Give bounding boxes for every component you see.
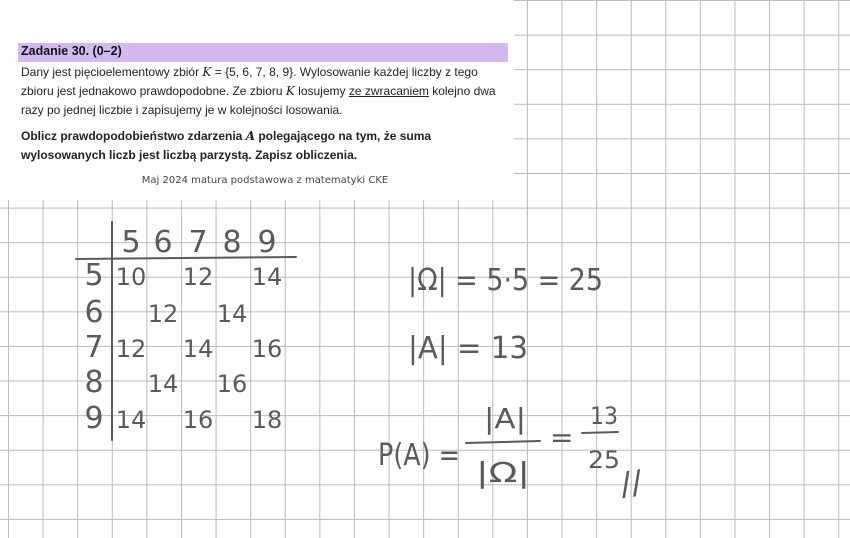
instruction-part1: Oblicz prawdopodobieństwo zdarzenia [21,129,246,143]
table-cell: 10 [115,263,147,291]
event-count: |A| = 13 [408,331,528,366]
desc-part4: kolejno dwa razy po jednej liczbie i zapisujemy je w kolejności losowania. [21,84,496,117]
table-cell: 14 [147,370,179,398]
result-denominator: 25 [588,446,620,474]
column-header: 9 [257,225,277,260]
row-header: 9 [84,401,104,436]
desc-part3: losujemy [294,84,349,98]
column-header: 6 [153,225,173,260]
table-cell: 16 [216,370,248,398]
set-symbol-2: K [285,84,295,98]
table-cell: 14 [115,406,147,434]
fraction-denominator: |Ω| [476,456,530,489]
omega-count: |Ω| = 5·5 = 25 [408,263,603,298]
column-header: 7 [188,225,208,260]
table-cell: 14 [251,263,283,291]
source-caption: Maj 2024 matura podstawowa z matematyki CKE [141,175,389,186]
set-definition: = {5, 6, 7, 8, 9} [211,65,294,79]
column-header: 5 [121,225,141,260]
desc-part1: Dany jest pięcioelementowy zbiór [21,65,203,79]
table-cell: 14 [182,335,214,363]
probability-lhs: P(A) = [378,438,460,473]
table-cell: 14 [216,300,248,328]
event-symbol: A [245,129,255,143]
column-header: 8 [222,225,242,260]
table-cell: 12 [115,335,147,363]
row-header: 7 [84,330,104,365]
table-cell: 16 [251,335,283,363]
fraction-numerator: |A| [484,402,526,435]
task-title: Zadanie 30. (0–2) [21,44,122,58]
result-numerator: 13 [590,402,618,430]
row-header: 5 [84,258,104,293]
set-symbol: K [202,65,212,79]
table-cell: 12 [147,300,179,328]
desc-part2: . Wylosowanie każdej liczby z tego zbioru jest jednakowo prawdopodobne. Ze zbioru [21,65,478,98]
equals-sign: = [550,421,574,454]
table-cell: 16 [182,406,214,434]
table-cell: 12 [182,263,214,291]
end-mark: // [617,462,645,504]
underlined-phrase: ze zwracaniem [348,84,429,98]
row-header: 8 [84,365,104,400]
result-bar [582,432,618,433]
row-header: 6 [84,295,104,330]
table-cell: 18 [251,406,283,434]
fraction-bar [466,441,540,443]
instruction-part2: polegającego na tym, że suma wylosowanych liczb jest liczbą parzystą. Zapisz obliczenia. [21,129,432,162]
